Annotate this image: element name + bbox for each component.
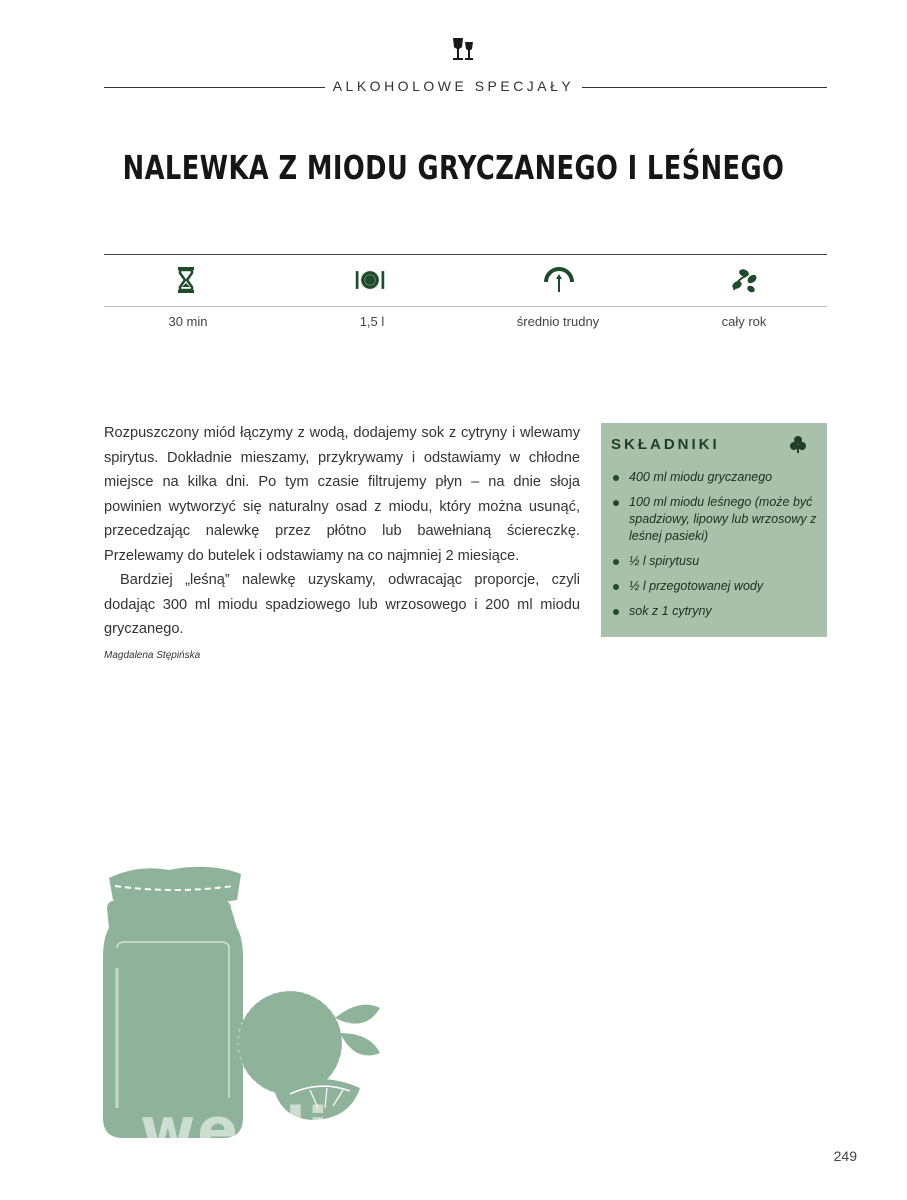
wine-glasses-icon (440, 36, 480, 64)
instructions-paragraph: Bardziej „leśną” nalewkę uzyskamy, odwracając proporcje, czyli dodając 300 ml miodu spadziowego lub wrzosowego i 200 ml miodu gryczanego. (104, 572, 580, 637)
list-item: sok z 1 cytryny (611, 603, 821, 620)
ingredients-title: SKŁADNIKI (611, 436, 720, 453)
list-item: 400 ml miodu gryczanego (611, 469, 821, 486)
watermark: wedlinydomowe.pl (140, 1095, 805, 1165)
info-season: cały rok (721, 314, 767, 329)
info-rule-top (104, 254, 827, 255)
hourglass-icon (170, 264, 202, 296)
info-difficulty: średnio trudny (516, 314, 600, 329)
info-rule-bottom (104, 306, 827, 307)
section-title: ALKOHOLOWE SPECJAŁY (0, 78, 907, 94)
ingredients-box (601, 423, 827, 637)
info-yield: 1,5 l (359, 314, 385, 329)
page-title: NALEWKA Z MIODU GRYCZANEGO I LEŚNEGO (122, 148, 785, 187)
page-number: 249 (833, 1148, 857, 1164)
list-item: ½ l spirytusu (611, 553, 821, 570)
leaves-icon (728, 264, 760, 296)
author-name: Magdalena Stępińska (104, 650, 201, 661)
instructions-paragraph: Rozpuszczony miód łączymy z wodą, dodajemy sok z cytryny i wlewamy spirytus. Dokładnie mieszamy, przykrywamy i odstawiamy w chłodne miejsce na kilka dni. Po tym czasie filtrujemy płyn – na dnie słoja powinien wytworzyć się naturalny osad z miodu, który można usunąć, przecedzając nalewkę przez płótno lub bawełnianą ściereczkę. Przelewamy do butelek i odstawiamy na co najmniej 2 miesiące. (104, 425, 580, 564)
plate-cutlery-icon (354, 264, 386, 296)
list-item: ½ l przegotowanej wody (611, 578, 821, 595)
recipe-instructions (104, 421, 580, 642)
difficulty-gauge-icon (543, 264, 575, 296)
ingredients-list (611, 469, 821, 628)
info-time: 30 min (168, 314, 208, 329)
clover-icon (789, 435, 807, 453)
list-item: 100 ml miodu leśnego (może być spadziowy, lipowy lub wrzosowy z leśnej pasieki) (611, 494, 821, 545)
